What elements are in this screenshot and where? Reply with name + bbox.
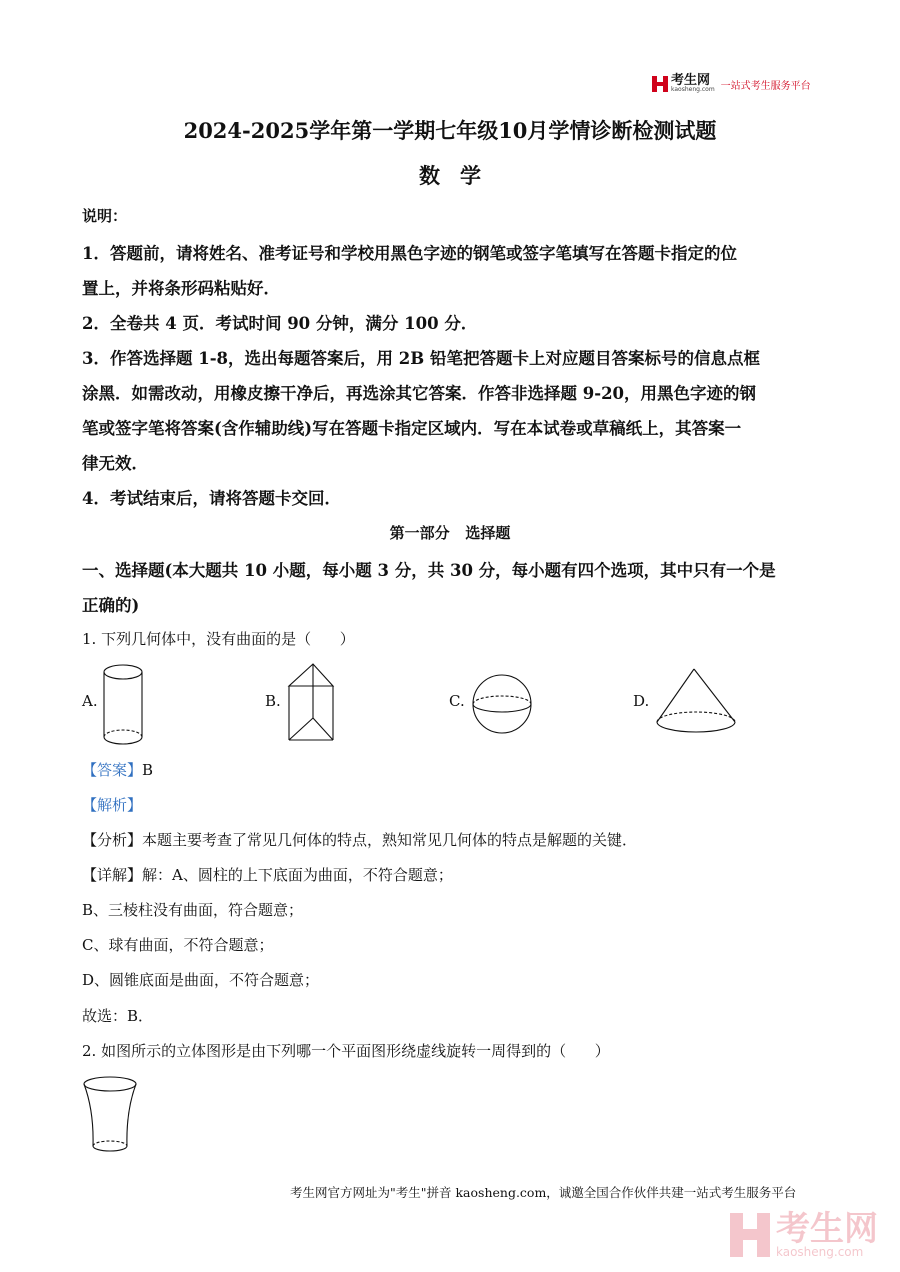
section-heading-cont: 正确的) — [82, 596, 140, 615]
logo-domain: kaosheng.com — [671, 86, 715, 93]
q1-stem: 1. 下列几何体中，没有曲面的是（ ） — [82, 630, 355, 648]
instruction-line: 置上，并将条形码粘贴好． — [82, 279, 280, 298]
logo-name: 考生网 — [671, 73, 711, 88]
q1-option-d-label: D. — [633, 692, 650, 710]
cylinder-figure — [100, 663, 146, 749]
instruction-line: 2．全卷共 4 页．考试时间 90 分钟，满分 100 分． — [82, 314, 478, 333]
sphere-figure — [470, 672, 534, 736]
q1-xiangjie — [82, 864, 453, 885]
instruction-line: 3．作答选择题 1-8，选出每题答案后，用 2B 铅笔把答题卡上对应题目答案标号的信息点框 — [82, 349, 760, 368]
q1-answer — [82, 759, 153, 780]
instruction-line: 涂黑．如需改动，用橡皮擦干净后，再选涂其它答案．作答非选择题 9-20，用黑色字迹的钢 — [82, 384, 757, 403]
fenxi-tag: 【分析】 — [82, 831, 143, 849]
answer-tag: 【答案】 — [82, 761, 143, 779]
header-logo — [652, 73, 811, 95]
analysis-tag: 【解析】 — [82, 796, 143, 814]
watermark-logo-icon — [730, 1213, 770, 1257]
cone-figure — [653, 665, 739, 737]
instructions-heading: 说明： — [82, 207, 128, 225]
cup-figure — [80, 1075, 140, 1155]
instruction-line: 律无效． — [82, 454, 148, 473]
watermark — [730, 1209, 878, 1259]
q1-explanation-line: C、球有曲面，不符合题意； — [82, 936, 274, 954]
footer-text: 考生网官方网址为"考生"拼音 kaosheng.com，诚邀全国合作伙伴共建一站式考生服务平台 — [290, 1185, 797, 1200]
q1-explanation-line: B、三棱柱没有曲面，符合题意； — [82, 901, 304, 919]
q1-conclusion: 故选：B． — [82, 1007, 154, 1025]
watermark-name: 考生网 — [776, 1209, 878, 1249]
q1-explanation-line: D、圆锥底面是曲面，不符合题意； — [82, 971, 320, 989]
section-heading: 一、选择题(本大题共 10 小题，每小题 3 分，共 30 分，每小题有四个选项，其中只有一个是 — [82, 561, 776, 580]
exam-title: 2024-2025学年第一学期七年级10月学情诊断检测试题 — [183, 118, 717, 143]
subject-title: 数学 — [419, 163, 501, 188]
q1-fenxi — [82, 829, 637, 850]
logo-slogan: 一站式考生服务平台 — [720, 80, 811, 92]
triangular-prism-figure — [285, 660, 337, 744]
xiangjie-tag: 【详解】 — [82, 866, 143, 884]
kaosheng-logo-icon — [652, 76, 668, 92]
q1-option-b-label: B. — [265, 692, 281, 710]
answer-value: B — [142, 761, 154, 779]
part-title: 第一部分 选择题 — [389, 524, 511, 542]
instruction-line: 4．考试结束后，请将答题卡交回． — [82, 489, 341, 508]
q2-stem: 2. 如图所示的立体图形是由下列哪一个平面图形绕虚线旋转一周得到的（ ） — [82, 1042, 610, 1060]
xiangjie-text: 解：A、圆柱的上下底面为曲面，不符合题意； — [142, 866, 453, 884]
q1-option-c-label: C. — [449, 692, 465, 710]
q1-option-a-label: A. — [82, 692, 98, 710]
fenxi-text: 本题主要考查了常见几何体的特点，熟知常见几何体的特点是解题的关键． — [142, 831, 638, 849]
instruction-line: 1．答题前，请将姓名、准考证号和学校用黑色字迹的钢笔或签字笔填写在答题卡指定的位 — [82, 244, 737, 263]
instruction-line: 笔或签字笔将答案(含作辅助线)写在答题卡指定区域内．写在本试卷或草稿纸上，其答案一 — [82, 419, 742, 438]
watermark-domain: kaosheng.com — [776, 1245, 864, 1259]
